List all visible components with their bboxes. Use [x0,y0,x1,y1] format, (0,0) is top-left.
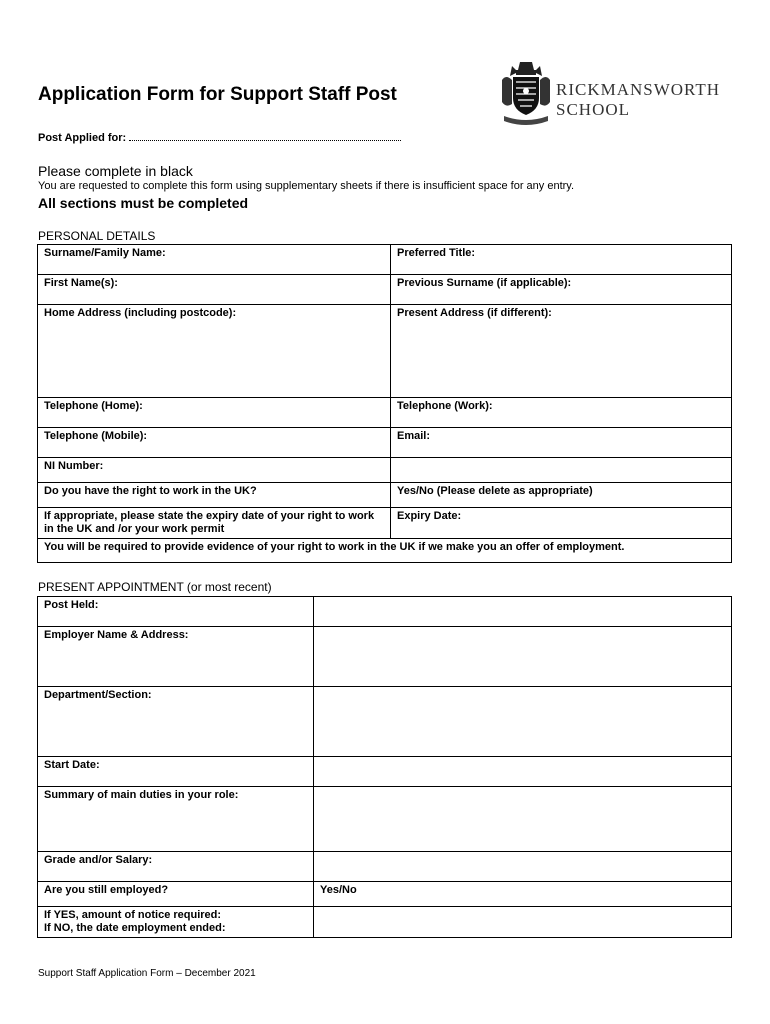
grade-salary-field[interactable] [314,852,732,882]
school-name-line2: SCHOOL [556,100,631,119]
surname-label: Surname/Family Name: [44,247,166,259]
grade-salary-label: Grade and/or Salary: [38,852,314,882]
employer-label: Employer Name & Address: [38,627,314,687]
school-crest-icon [500,60,552,126]
telephone-home-label: Telephone (Home): [44,400,143,412]
still-employed-label: Are you still employed? [38,882,314,907]
right-to-work-question: Do you have the right to work in the UK? [38,483,391,508]
instruction-note: You are requested to complete this form using supplementary sheets if there is insufficient space for any entry. [38,180,575,192]
school-name-line1: RICKMANSWORTH [556,80,721,99]
right-to-work-answer[interactable]: Yes/No (Please delete as appropriate) [391,483,732,508]
ni-number-label: NI Number: [44,460,104,472]
telephone-mobile-field[interactable] [38,428,391,458]
post-held-field[interactable] [314,597,732,627]
form-title: Application Form for Support Staff Post [38,84,397,105]
ni-number-field[interactable] [38,458,391,483]
start-date-field[interactable] [314,757,732,787]
email-field[interactable] [391,428,732,458]
post-applied-label: Post Applied for: [38,132,127,144]
all-sections-notice: All sections must be completed [38,195,249,211]
notice-yes-label: If YES, amount of notice required: [44,909,222,921]
summary-duties-field[interactable] [314,787,732,852]
post-applied-for [38,131,401,144]
surname-field[interactable] [38,245,391,275]
telephone-mobile-label: Telephone (Mobile): [44,430,148,442]
notice-labels [38,907,314,938]
notice-no-label: If NO, the date employment ended: [44,922,226,934]
start-date-label: Start Date: [38,757,314,787]
previous-surname-label: Previous Surname (if applicable): [397,277,572,289]
previous-surname-field[interactable] [391,275,732,305]
personal-details-table [37,244,732,563]
post-applied-field[interactable] [129,131,401,141]
telephone-work-field[interactable] [391,398,732,428]
employer-field[interactable] [314,627,732,687]
footer-text: Support Staff Application Form – December 2021 [38,968,256,979]
school-logo [500,60,730,126]
preferred-title-label: Preferred Title: [397,247,476,259]
home-address-field[interactable] [38,305,391,398]
present-address-label: Present Address (if different): [397,307,552,319]
home-address-label: Home Address (including postcode): [44,307,237,319]
evidence-note: You will be required to provide evidence of your right to work in the UK if we make you an offer of employment. [38,539,732,563]
preferred-title-field[interactable] [391,245,732,275]
department-label: Department/Section: [38,687,314,757]
notice-field[interactable] [314,907,732,938]
telephone-home-field[interactable] [38,398,391,428]
present-appointment-table [37,596,732,938]
present-appointment-title: PRESENT APPOINTMENT (or most recent) [38,580,272,594]
first-names-field[interactable] [38,275,391,305]
post-held-label: Post Held: [38,597,314,627]
first-names-label: First Name(s): [44,277,118,289]
ni-number-blank-cell [391,458,732,483]
summary-duties-label: Summary of main duties in your role: [38,787,314,852]
department-field[interactable] [314,687,732,757]
expiry-date-field[interactable] [391,508,732,539]
personal-details-title: PERSONAL DETAILS [38,229,156,243]
expiry-question: If appropriate, please state the expiry date of your right to work in the UK and /or your work permit [38,508,391,539]
instruction-heading: Please complete in black [38,163,193,179]
still-employed-answer[interactable]: Yes/No [314,882,732,907]
email-label: Email: [397,430,431,442]
expiry-date-label: Expiry Date: [397,510,462,522]
present-address-field[interactable] [391,305,732,398]
telephone-work-label: Telephone (Work): [397,400,493,412]
